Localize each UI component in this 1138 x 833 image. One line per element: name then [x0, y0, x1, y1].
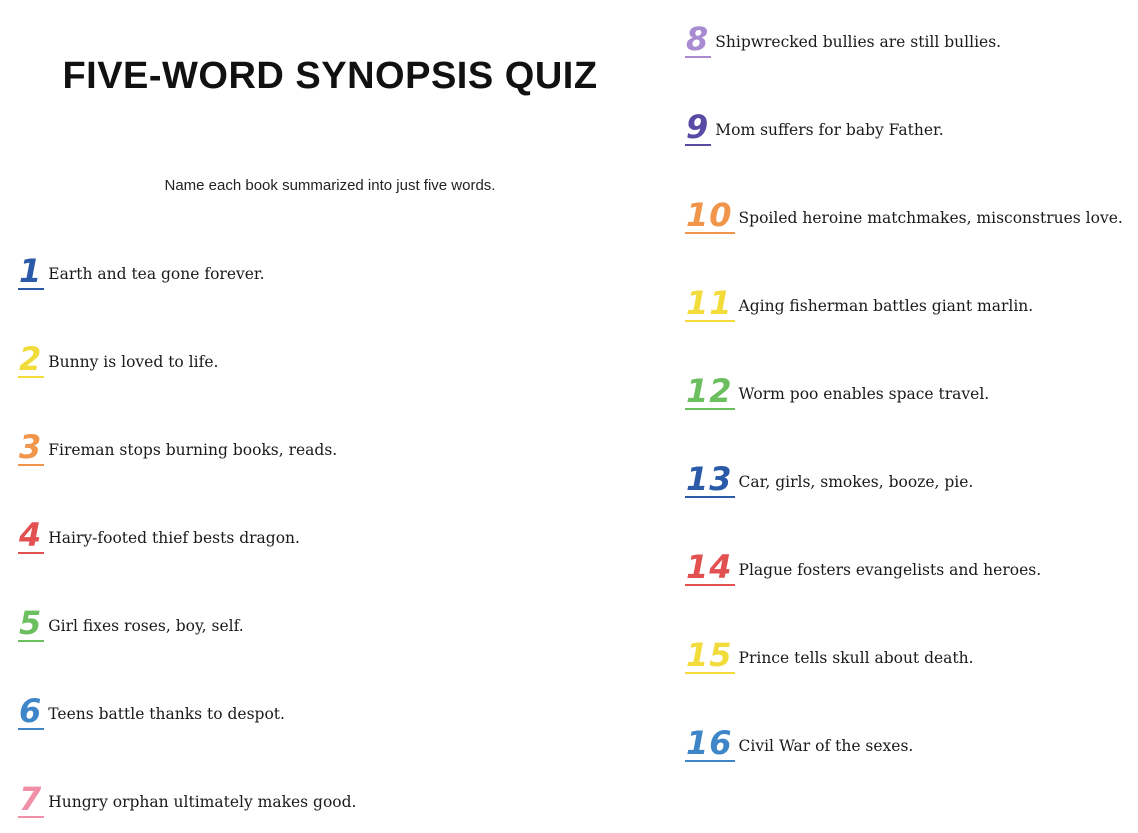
- item-number: 10: [686, 196, 733, 234]
- quiz-item-7: [18, 772, 357, 818]
- quiz-item-9: [685, 100, 944, 146]
- item-number: 1: [19, 252, 43, 290]
- quiz-item-11: [685, 276, 1034, 322]
- page-subtitle: Name each book summarized into just five words.: [164, 177, 496, 194]
- item-number: 9: [686, 108, 710, 146]
- item-clue: Bunny is loved to life.: [48, 353, 219, 371]
- item-clue: Worm poo enables space travel.: [738, 385, 990, 403]
- item-number: 16: [686, 724, 733, 762]
- quiz-item-2: [18, 332, 219, 378]
- item-clue: Aging fisherman battles giant marlin.: [738, 297, 1034, 315]
- quiz-item-13: [685, 452, 974, 498]
- quiz-item-4: [18, 508, 300, 554]
- item-clue: Earth and tea gone forever.: [48, 265, 265, 283]
- quiz-item-15: [685, 628, 974, 674]
- item-clue: Prince tells skull about death.: [738, 649, 974, 667]
- quiz-item-16: [685, 716, 914, 762]
- quiz-item-3: [18, 420, 338, 466]
- item-number: 14: [686, 548, 733, 586]
- quiz-item-12: [685, 364, 990, 410]
- item-clue: Teens battle thanks to despot.: [48, 705, 285, 723]
- item-clue: Hairy-footed thief bests dragon.: [48, 529, 300, 547]
- item-number: 5: [19, 604, 43, 642]
- quiz-item-14: [685, 540, 1042, 586]
- item-clue: Spoiled heroine matchmakes, misconstrues love.: [738, 209, 1123, 227]
- quiz-item-5: [18, 596, 244, 642]
- item-clue: Hungry orphan ultimately makes good.: [48, 793, 357, 811]
- item-clue: Fireman stops burning books, reads.: [48, 441, 338, 459]
- item-number: 12: [686, 372, 733, 410]
- item-clue: Civil War of the sexes.: [738, 737, 914, 755]
- item-clue: Plague fosters evangelists and heroes.: [738, 561, 1042, 579]
- item-number: 15: [686, 636, 733, 674]
- item-number: 13: [686, 460, 733, 498]
- item-number: 7: [19, 780, 43, 818]
- item-number: 11: [686, 284, 733, 322]
- item-clue: Shipwrecked bullies are still bullies.: [715, 33, 1002, 51]
- item-number: 8: [686, 20, 710, 58]
- item-clue: Car, girls, smokes, booze, pie.: [738, 473, 974, 491]
- quiz-item-10: [685, 188, 1123, 234]
- item-clue: Mom suffers for baby Father.: [715, 121, 944, 139]
- item-number: 3: [19, 428, 43, 466]
- quiz-item-1: [18, 244, 265, 290]
- quiz-item-6: [18, 684, 285, 730]
- page-title: FIVE-WORD SYNOPSIS QUIZ: [62, 55, 598, 97]
- item-clue: Girl fixes roses, boy, self.: [48, 617, 244, 635]
- item-number: 2: [19, 340, 43, 378]
- quiz-item-8: [685, 12, 1002, 58]
- item-number: 4: [19, 516, 43, 554]
- item-number: 6: [19, 692, 43, 730]
